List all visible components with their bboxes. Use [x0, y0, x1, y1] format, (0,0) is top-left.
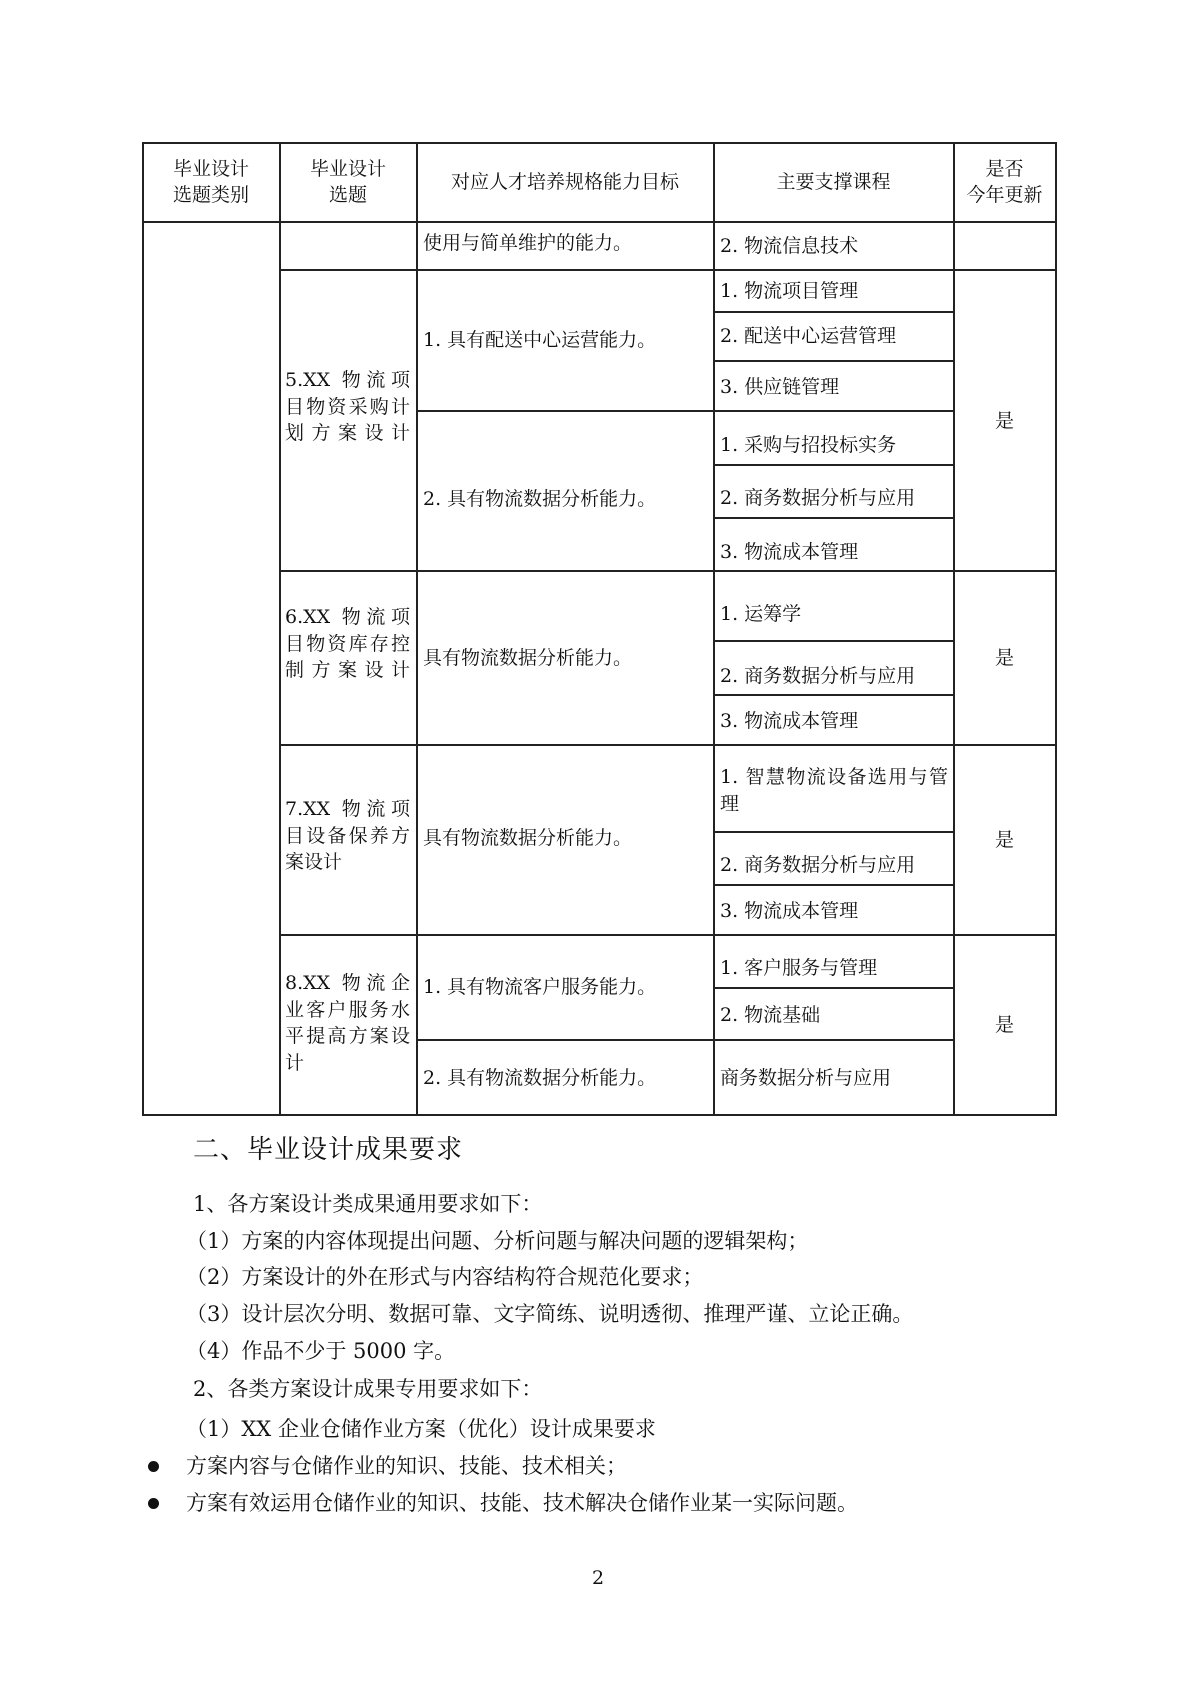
topic-6: 6.XX 物流项目物资库存控制方案设计 — [285, 606, 410, 681]
bullet-item-2: 方案有效运用仓储作业的知识、技能、技术解决仓储作业某一实际问题。 — [186, 1491, 858, 1515]
general-item-3: （3）设计层次分明、数据可靠、文字简练、说明透彻、推理严谨、立论正确。 — [186, 1302, 914, 1326]
page-number: 2 — [592, 1567, 605, 1589]
updated-5: 是 — [994, 409, 1014, 432]
general-item-2: （2）方案设计的外在形式与内容结构符合规范化要求； — [186, 1265, 704, 1289]
header-topic: 毕业设计 选题 — [309, 158, 386, 206]
goal-8-2: 2. 具有物流数据分析能力。 — [423, 1067, 657, 1089]
course-5-5: 2. 商务数据分析与应用 — [720, 487, 916, 509]
course-8-2: 2. 物流基础 — [720, 1004, 821, 1026]
goal-5-2: 2. 具有物流数据分析能力。 — [423, 488, 657, 510]
header-category: 毕业设计 选题类别 — [172, 158, 249, 206]
course-6-1: 1. 运筹学 — [720, 603, 802, 625]
course-5-4: 1. 采购与招投标实务 — [720, 434, 897, 456]
updated-6: 是 — [994, 647, 1014, 669]
course-8-1: 1. 客户服务与管理 — [720, 957, 878, 979]
course-6-3: 3. 物流成本管理 — [720, 710, 859, 732]
course-7-3: 3. 物流成本管理 — [720, 900, 859, 922]
course-7-2: 2. 商务数据分析与应用 — [720, 854, 916, 876]
continuation-course: 2. 物流信息技术 — [720, 235, 859, 257]
bullet-item-1: 方案内容与仓储作业的知识、技能、技术相关； — [186, 1454, 627, 1478]
header-course: 主要支撑课程 — [776, 171, 891, 193]
bullet-dot-icon — [148, 1461, 159, 1472]
special-sub: （1）XX 企业仓储作业方案（优化）设计成果要求 — [186, 1417, 656, 1441]
course-7-1: 1. 智慧物流设备选用与管理 — [720, 766, 948, 815]
topic-7: 7.XX 物流项目设备保养方案设计 — [285, 798, 410, 873]
course-5-1: 1. 物流项目管理 — [720, 280, 859, 302]
course-5-6: 3. 物流成本管理 — [720, 541, 859, 563]
general-item-4: （4）作品不少于 5000 字。 — [186, 1339, 456, 1363]
general-item-1: （1）方案的内容体现提出问题、分析问题与解决问题的逻辑架构； — [186, 1229, 809, 1253]
topic-8: 8.XX 物流企业客户服务水平提高方案设计 — [285, 972, 410, 1074]
header-goal: 对应人才培养规格能力目标 — [450, 171, 679, 193]
course-5-2: 2. 配送中心运营管理 — [720, 325, 897, 347]
goal-6-1: 具有物流数据分析能力。 — [423, 647, 633, 669]
course-6-2: 2. 商务数据分析与应用 — [720, 665, 916, 687]
header-updated: 是否 今年更新 — [966, 158, 1043, 206]
bullet-dot-icon — [148, 1498, 159, 1509]
topic-5: 5.XX 物流项目物资采购计划方案设计 — [285, 369, 410, 444]
goal-7-1: 具有物流数据分析能力。 — [423, 827, 633, 849]
continuation-goal: 使用与简单维护的能力。 — [423, 232, 633, 254]
updated-7: 是 — [994, 829, 1014, 851]
goal-5-1: 1. 具有配送中心运营能力。 — [423, 329, 657, 351]
course-5-3: 3. 供应链管理 — [720, 376, 840, 398]
section-heading: 二、毕业设计成果要求 — [193, 1135, 464, 1165]
goal-8-1: 1. 具有物流客户服务能力。 — [423, 976, 657, 998]
special-intro: 2、各类方案设计成果专用要求如下： — [193, 1377, 543, 1401]
general-intro: 1、各方案设计类成果通用要求如下： — [193, 1192, 543, 1216]
updated-8: 是 — [994, 1014, 1014, 1036]
course-8-3: 商务数据分析与应用 — [720, 1067, 892, 1089]
